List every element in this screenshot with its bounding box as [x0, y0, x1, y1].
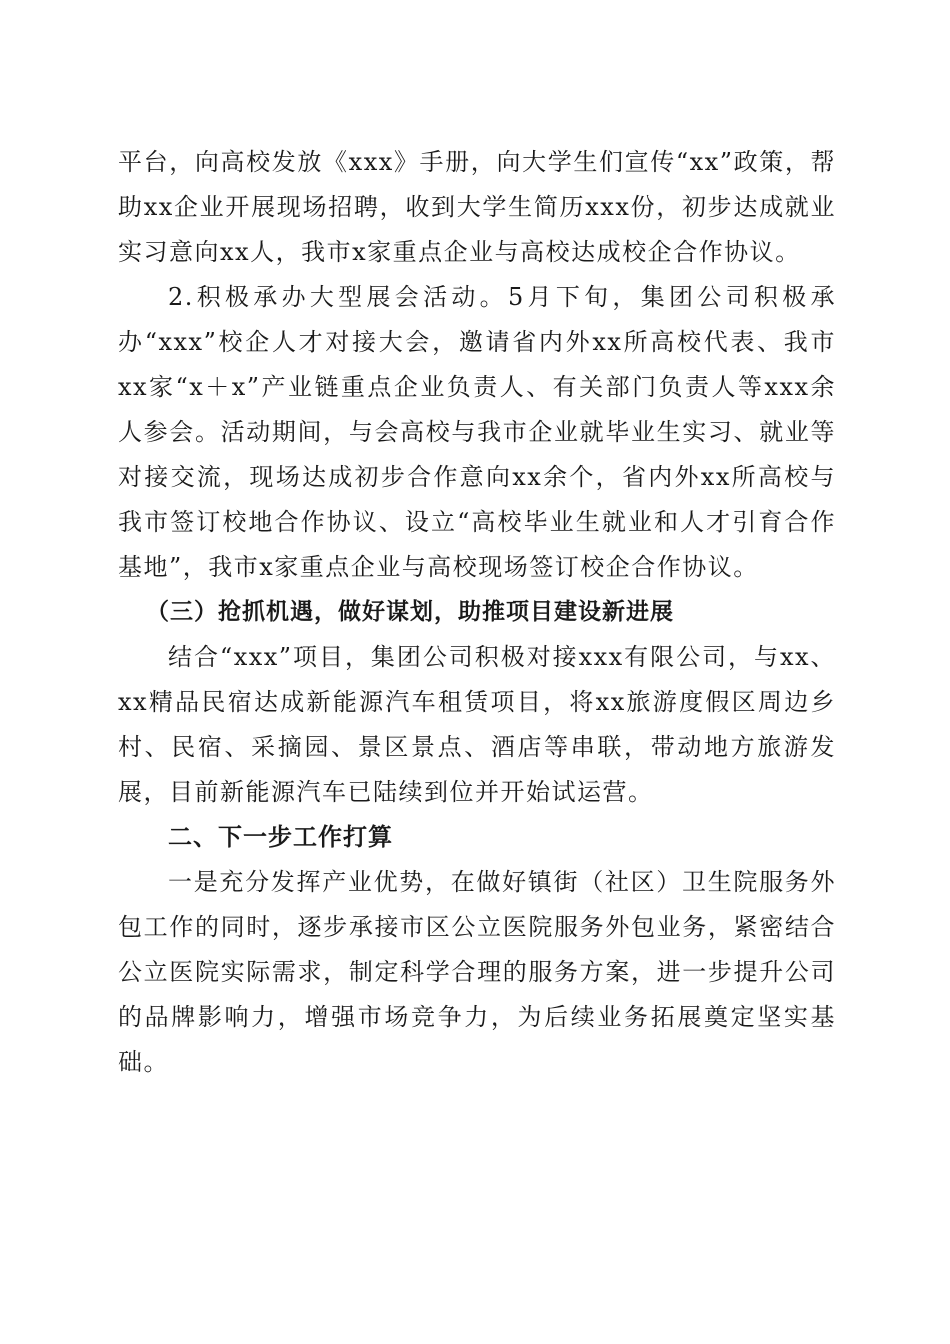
paragraph-exhibition-activities: 2.积极承办大型展会活动。5月下旬，集团公司积极承办“xxx”校企人才对接大会，邀请省内外xx所高校代表、我市xx家“x＋x”产业链重点企业负责人、有关部门负责人等xxx余人参会。活动期间，与会高校与我市企业就毕业生实习、就业等对接交流，现场达成初步合作意向xx余个，省内外xx所高校与我市签订校地合作协议、设立“高校毕业生就业和人才引育合作基地”，我市x家重点企业与高校现场签订校企合作协议。	[118, 283, 836, 581]
section-heading-next-steps: 二、下一步工作打算	[168, 823, 393, 851]
paragraph-project-construction: 结合“xxx”项目，集团公司积极对接xxx有限公司，与xx、xx精品民宿达成新能源汽车租赁项目，将xx旅游度假区周边乡村、民宿、采摘园、景区景点、酒店等串联，带动地方旅游发展，目前新能源汽车已陆续到位并开始试运营。	[118, 643, 836, 806]
paragraph-next-step-one: 一是充分发挥产业优势，在做好镇街（社区）卫生院服务外包工作的同时，逐步承接市区公立医院服务外包业务，紧密结合公立医院实际需求，制定科学合理的服务方案，进一步提升公司的品牌影响力，增强市场竞争力，为后续业务拓展奠定坚实基础。	[118, 868, 836, 1076]
paragraph-continuation: 平台，向高校发放《xxx》手册，向大学生们宣传“xx”政策，帮助xx企业开展现场招聘，收到大学生简历xxx份，初步达成就业实习意向xx人，我市x家重点企业与高校达成校企合作协议。	[118, 148, 836, 266]
document-body	[118, 140, 836, 1085]
section-subheading: （三）抢抓机遇，做好谋划，助推项目建设新进展	[146, 599, 674, 625]
